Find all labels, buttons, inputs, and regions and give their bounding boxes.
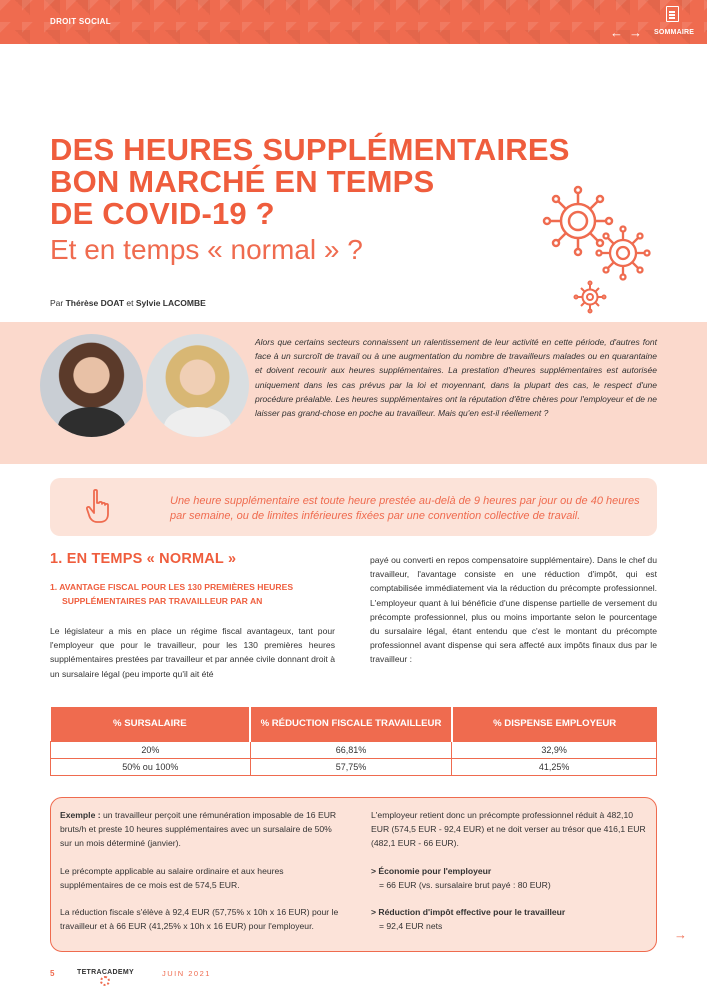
logo-text: TETRACADEMY	[77, 969, 134, 976]
right-column-paragraph: payé ou converti en repos compensatoire supplémentaire). Dans le chef du travailleur, l'avantage consiste en une réduction d'impôt, qui est comptabilisée immédiatement via la réduction du précompte professionnel. L'employeur quant à lui bénéficie d'une dispense partielle de versement du précompte professionnel, plus ou moins importante selon le pourcentage du sursalaire légal, étant entendu que c'est le montant du précompte professionnel avant dispense qui sera affecté aux impôts finaux dus par le travailleur :	[370, 555, 657, 665]
continue-arrow-icon[interactable]: →	[674, 927, 687, 942]
header-band	[0, 0, 707, 44]
section-heading: 1. EN TEMPS « NORMAL »	[50, 551, 237, 567]
example-box	[50, 797, 657, 952]
example-left-column	[60, 808, 343, 946]
table-header-row	[51, 707, 657, 741]
intro-paragraph: Alors que certains secteurs connaissent un ralentissement de leur activité en cette période, d'autres font face à un surcroît de travail ou à une augmentation du nombre de travailleurs malades ou en quarantaine et doivent recourir aux heures supplémentaires. La prestation d'heures supplémentaires est autorisée uniquement dans les cas prévus par la loi et moyennant, dans la plupart des cas, le respect d'une procédure préalable. Les heures supplémentaires ont la réputation d'être chères pour l'employeur et de ne laisser pas grand-chose en poche au travailleur. Mais qu'en est-il réellement ?	[255, 337, 657, 419]
next-page-arrow-icon[interactable]: →	[629, 25, 642, 40]
callout-text: Une heure supplémentaire est toute heure prestée au-delà de 9 heures par jour ou de 40 heures par semaine, ou de limites inférieures fixées par une convention collective de travail.	[170, 495, 640, 522]
gear-icon	[100, 976, 110, 986]
table-cell: 20%	[51, 741, 251, 758]
title-line-2: BON MARCHÉ EN TEMPS	[50, 164, 435, 199]
employer-savings-heading: > Économie pour l'employeur	[371, 865, 492, 876]
page-number: 5	[50, 969, 55, 978]
page-subtitle: Et en temps « normal » ?	[50, 234, 363, 265]
virus-icon-medium	[593, 223, 653, 283]
definition-callout	[50, 478, 657, 536]
byline	[50, 298, 206, 308]
author-1: Thérèse DOAT	[65, 298, 125, 308]
title-line-3: DE COVID-19 ?	[50, 196, 275, 231]
pointing-hand-icon	[85, 488, 111, 524]
worker-tax-reduction-value: = 92,4 EUR nets	[379, 921, 443, 932]
worker-tax-reduction-heading: > Réduction d'impôt effective pour le travailleur	[371, 907, 566, 918]
table-row	[51, 758, 657, 775]
left-column-paragraph: Le législateur a mis en place un régime fiscal avantageux, tant pour l'employeur que pour le travailleur, pour les 130 premières heures supplémentaires prestées par travailleur et par année civile donnant droit à un sursalaire légal (peu importe qu'il ait été	[50, 626, 335, 679]
title-line-1: DES HEURES SUPPLÉMENTAIRES	[50, 132, 570, 167]
author-photo-1	[40, 334, 143, 437]
byline-separator: et	[126, 298, 134, 308]
worker-tax-reduction	[371, 905, 649, 933]
tetracademy-logo	[77, 966, 137, 984]
example-right-column	[371, 808, 649, 946]
example-paragraph-1	[60, 808, 343, 851]
example-paragraph-4: L'employeur retient donc un précompte professionnel réduit à 482,10 EUR (574,5 EUR - 92,4 EUR) et ne doit verser au trésor que 416,1 EUR (482,1 EUR - 66 EUR).	[371, 810, 646, 849]
subsection-heading	[50, 581, 330, 608]
subsection-heading-line-1: 1. AVANTAGE FISCAL POUR LES 130 PREMIÈRES HEURES	[50, 582, 294, 592]
table-row	[51, 741, 657, 758]
issue-date: JUIN 2021	[162, 969, 211, 978]
section-label: DROIT SOCIAL	[50, 17, 111, 26]
table-cell: 66,81%	[250, 741, 452, 758]
page-title	[50, 134, 610, 230]
header-nav	[604, 6, 699, 40]
column-header: % SURSALAIRE	[51, 707, 251, 741]
virus-icon-small	[573, 280, 607, 314]
byline-prefix: Par	[50, 298, 64, 308]
prev-page-arrow-icon[interactable]: ←	[610, 25, 623, 40]
table-cell: 57,75%	[250, 758, 452, 775]
example-paragraph-3: La réduction fiscale s'élève à 92,4 EUR (57,75% x 10h x 16 EUR) pour le travailleur et à 66 EUR (41,25% x 10h x 16 EUR) pour l'employeur.	[60, 907, 339, 932]
employer-savings	[371, 864, 649, 892]
employer-savings-value: = 66 EUR (vs. sursalaire brut payé : 80 EUR)	[379, 879, 551, 890]
column-header: % RÉDUCTION FISCALE TRAVAILLEUR	[250, 707, 452, 741]
clipboard-icon[interactable]	[666, 6, 679, 22]
table-cell: 41,25%	[452, 758, 657, 775]
example-text-1: un travailleur perçoit une rémunération imposable de 16 EUR bruts/h et preste 10 heures supplémentaires avec un sursalaire de 50% sur un mois déterminé (janvier).	[60, 810, 337, 849]
author-2: Sylvie LACOMBE	[135, 298, 206, 308]
tax-rates-table	[50, 707, 657, 776]
example-paragraph-2: Le précompte applicable au salaire ordinaire et aux heures supplémentaires de ce mois est de 574,5 EUR.	[60, 865, 284, 890]
table-cell: 50% ou 100%	[51, 758, 251, 775]
column-header: % DISPENSE EMPLOYEUR	[452, 707, 657, 741]
sommaire-link[interactable]: SOMMAIRE	[654, 29, 695, 36]
subsection-heading-line-2: SUPPLÉMENTAIRES PAR TRAVAILLEUR PAR AN	[62, 595, 263, 606]
example-label: Exemple :	[60, 810, 101, 820]
table-cell: 32,9%	[452, 741, 657, 758]
author-photo-2	[146, 334, 249, 437]
intro-band	[0, 322, 707, 464]
